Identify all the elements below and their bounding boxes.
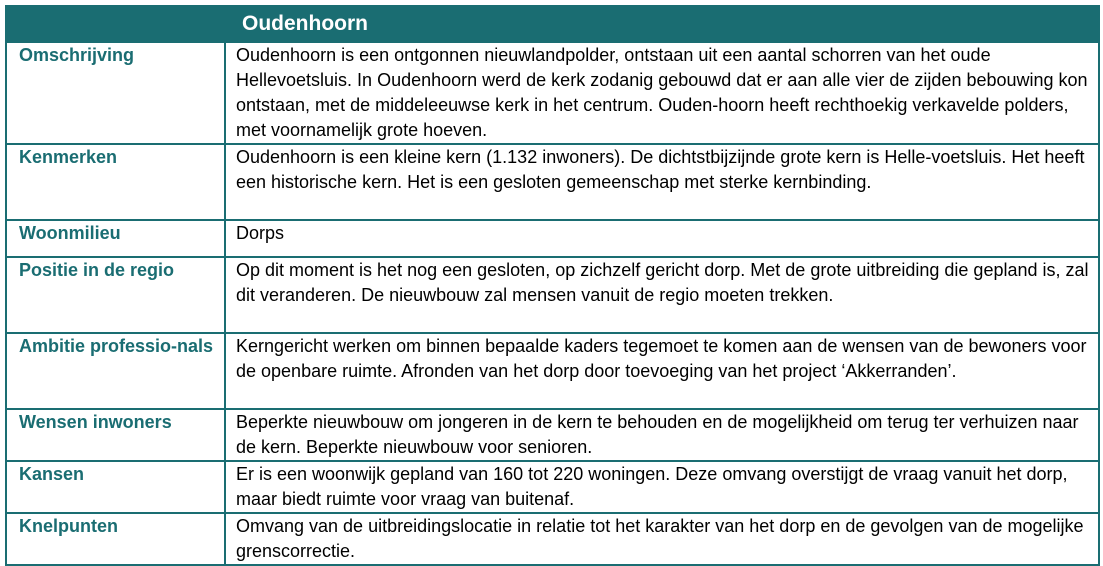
row-label: Omschrijving [6,42,225,144]
row-label: Ambitie professio-nals [6,333,225,409]
table-row-wensen [6,409,1099,461]
village-profile-table [5,5,1100,566]
row-value: Oudenhoorn is een kleine kern (1.132 inwoners). De dichtstbijzijnde grote kern is Helle-voetsluis. Het heeft een historische kern. Het is een gesloten gemeenschap met sterke kernbinding. [225,144,1099,220]
table-row-ambitie [6,333,1099,409]
row-value: Op dit moment is het nog een gesloten, op zichzelf gericht dorp. Met de grote uitbreiding die gepland is, zal dit veranderen. De nieuwbouw zal mensen vanuit de regio moeten trekken. [225,257,1099,333]
row-value: Er is een woonwijk gepland van 160 tot 220 woningen. Deze omvang overstijgt de vraag vanuit het dorp, maar biedt ruimte voor vraag van buitenaf. [225,461,1099,513]
row-label: Knelpunten [6,513,225,565]
village-title: Oudenhoorn [225,6,1099,42]
row-value: Kerngericht werken om binnen bepaalde kaders tegemoet te komen aan de wensen van de bewoners voor de openbare ruimte. Afronden van het dorp door toevoeging van het project ‘Akkerranden’. [225,333,1099,409]
header-blank-cell [6,6,225,42]
row-value: Oudenhoorn is een ontgonnen nieuwlandpolder, ontstaan uit een aantal schorren van het oude Hellevoetsluis. In Oudenhoorn werd de kerk zodanig gebouwd dat er aan alle vier de zijden bebouwing kon ontstaan, met de middeleeuwse kerk in het centrum. Ouden-hoorn heeft rechthoekig verkavelde polders, met voornamelijk grote hoeven. [225,42,1099,144]
profile-document [5,5,1098,561]
row-label: Positie in de regio [6,257,225,333]
row-label: Kansen [6,461,225,513]
row-value: Dorps [225,220,1099,257]
table-header-row [6,6,1099,42]
table-row-kansen [6,461,1099,513]
table-row-omschrijving [6,42,1099,144]
table-row-knelpunten [6,513,1099,565]
row-value: Omvang van de uitbreidingslocatie in relatie tot het karakter van het dorp en de gevolgen van de mogelijke grenscorrectie. [225,513,1099,565]
row-label: Kenmerken [6,144,225,220]
row-value: Beperkte nieuwbouw om jongeren in de kern te behouden en de mogelijkheid om terug ter verhuizen naar de kern. Beperkte nieuwbouw voor senioren. [225,409,1099,461]
table-row-positie [6,257,1099,333]
table-row-woonmilieu [6,220,1099,257]
row-label: Wensen inwoners [6,409,225,461]
row-label: Woonmilieu [6,220,225,257]
table-row-kenmerken [6,144,1099,220]
